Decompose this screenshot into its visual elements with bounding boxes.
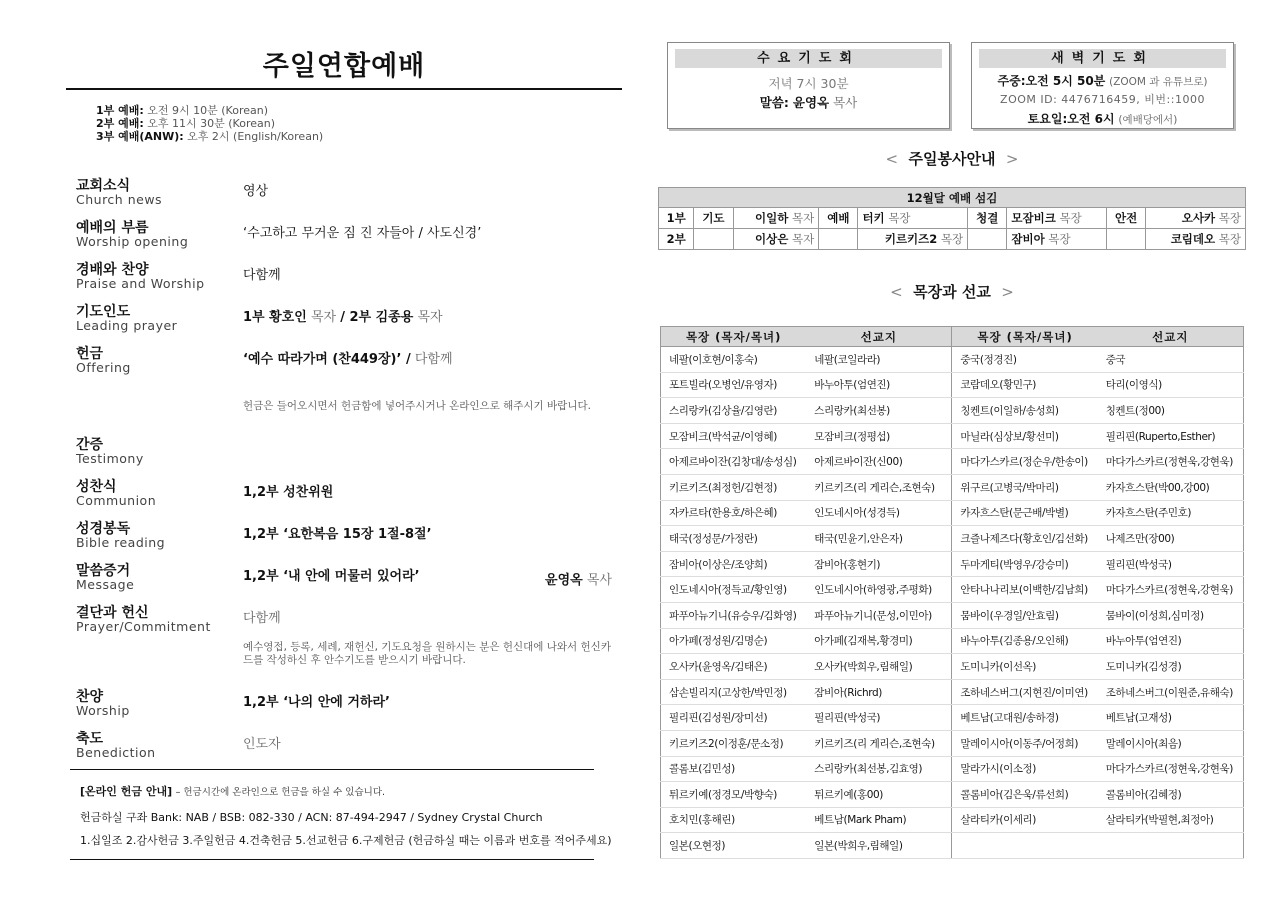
mission-section-title: < 목장과 선교 > (890, 283, 1014, 301)
dawn-prayer-box (971, 42, 1234, 129)
mission-row (661, 807, 1244, 833)
mission-row (661, 423, 1244, 449)
mission-table-header: 목장 (목자/목녀) 선교지 목장 (목자/목녀) 선교지 (661, 327, 1244, 347)
mission-field-cell: 바누아투(엄연진) (1098, 628, 1244, 654)
mokjang-cell: 마닐라(심상보/황선미) (952, 423, 1098, 449)
mokjang-cell: 아제르바이잔(김창대/송성심) (661, 449, 807, 475)
online-divider-top (70, 769, 594, 770)
mokjang-cell: 위구르(고병국/박마리) (952, 474, 1098, 500)
mission-field-cell: 나제즈만(장00) (1098, 526, 1244, 552)
mokjang-cell: 말레이시아(이동주/어정희) (952, 730, 1098, 756)
service-time-3: 3부 예배(ANW): 오후 2시 (English/Korean) (96, 130, 324, 143)
mission-row (661, 679, 1244, 705)
mokjang-cell: 콜롬비아(김은욱/류선희) (952, 782, 1098, 808)
mokjang-cell: 중국(정경진) (952, 347, 1098, 373)
mokjang-cell: 인도네시아(정득교/황인영) (661, 577, 807, 603)
mokjang-cell: 콜롬보(김민성) (661, 756, 807, 782)
mokjang-cell: 포트빌라(오병언/유영자) (661, 372, 807, 398)
mission-row (661, 500, 1244, 526)
mokjang-cell: 도미니카(이선옥) (952, 654, 1098, 680)
mission-field-cell: 베트남(Mark Pham) (806, 807, 952, 833)
serve-row-2: 2부 이상은 목자 키르키즈2 목장 잠비아 목장 코림데오 목장 (659, 229, 1246, 250)
mission-row (661, 628, 1244, 654)
mission-row (661, 526, 1244, 552)
mokjang-cell: 잠비아(이상은/조양희) (661, 551, 807, 577)
online-offering-heading: [온라인 헌금 안내] – 헌금시간에 온라인으로 헌금을 하실 수 있습니다. (80, 785, 386, 798)
mokjang-cell: 코람데오(황민구) (952, 372, 1098, 398)
mission-field-cell: 인도네시아(하영광,주평화) (806, 577, 952, 603)
online-divider-bottom (70, 859, 594, 860)
serve-table (658, 187, 1246, 250)
dawn-zoom: ZOOM ID: 4476716459, 비번::1000 (1000, 93, 1205, 106)
mokjang-cell: 마다가스카르(정순우/한송이) (952, 449, 1098, 475)
mission-field-cell: 키르키즈(리 게리슨,조현숙) (806, 730, 952, 756)
mokjang-cell: 바누아투(김종용/오인해) (952, 628, 1098, 654)
mokjang-cell: 파푸아뉴기니(유승우/김화영) (661, 602, 807, 628)
mission-field-cell (1098, 833, 1244, 859)
mokjang-cell: 네팔(이호현/이홍숙) (661, 347, 807, 373)
mission-row (661, 474, 1244, 500)
mission-field-cell: 태국(민윤기,안은자) (806, 526, 952, 552)
mission-row (661, 551, 1244, 577)
mission-field-cell: 필리핀(박성국) (806, 705, 952, 731)
mission-field-cell: 카자흐스탄(박00,강00) (1098, 474, 1244, 500)
dawn-saturday: 토요일:오전 6시 (예배당에서) (1027, 112, 1178, 126)
mission-field-cell: 말레이시아(최음) (1098, 730, 1244, 756)
mokjang-cell: 삼손빌리지(고상한/박민정) (661, 679, 807, 705)
mokjang-cell: 조하네스버그(지현진/이미연) (952, 679, 1098, 705)
online-account: 헌금하실 구좌 Bank: NAB / BSB: 082-330 / ACN: 87-494-2947 / Sydney Crystal Church (80, 811, 543, 824)
mission-row (661, 782, 1244, 808)
mission-field-cell: 콜롬비아(김혜정) (1098, 782, 1244, 808)
mission-field-cell: 살라티카(박필현,최정아) (1098, 807, 1244, 833)
mission-field-cell: 키르키즈(리 게리슨,조현숙) (806, 474, 952, 500)
mission-field-cell: 필리핀(박성국) (1098, 551, 1244, 577)
serve-row-1: 1부 기도 이일하 목자 예배 터키 목장 청결 모잠비크 목장 안전 오사카 목장 (659, 208, 1246, 229)
mission-field-cell: 카자흐스탄(주민호) (1098, 500, 1244, 526)
mission-table (660, 326, 1244, 859)
mission-row (661, 398, 1244, 424)
mokjang-cell: 태국(정성문/가정란) (661, 526, 807, 552)
mission-field-cell: 필리핀(Ruperto,Esther) (1098, 423, 1244, 449)
mission-row (661, 833, 1244, 859)
mission-row (661, 449, 1244, 475)
mokjang-cell: 뭄바이(우경일/안효림) (952, 602, 1098, 628)
mokjang-cell: 일본(오현정) (661, 833, 807, 859)
mission-field-cell: 아제르바이잔(신00) (806, 449, 952, 475)
mission-row (661, 577, 1244, 603)
mission-field-cell: 파푸아뉴기니(문성,이민아) (806, 602, 952, 628)
mokjang-cell: 자카르타(한용호/하은혜) (661, 500, 807, 526)
mission-row (661, 730, 1244, 756)
mission-row (661, 705, 1244, 731)
mission-field-cell: 오사카(박희우,림해일) (806, 654, 952, 680)
mission-row (661, 654, 1244, 680)
mission-field-cell: 일본(박희우,림해일) (806, 833, 952, 859)
mission-row (661, 347, 1244, 373)
wednesday-time: 저녁 7시 30분 (768, 76, 849, 91)
mission-field-cell: 조하네스버그(이원준,유해숙) (1098, 679, 1244, 705)
mokjang-cell: 크즐나제즈다(황호인/김선화) (952, 526, 1098, 552)
mokjang-cell: 칭켄트(이일하/송성희) (952, 398, 1098, 424)
service-times (96, 104, 323, 143)
wednesday-title: 수요기도회 (675, 49, 942, 68)
wednesday-speaker: 말씀: 윤영옥 목사 (759, 95, 858, 110)
dawn-weekday: 주중:오전 5시 50분 (ZOOM 과 유튜브로) (997, 74, 1208, 88)
mokjang-cell: 호치민(홍해린) (661, 807, 807, 833)
mission-field-cell: 마다가스카르(정현욱,강현욱) (1098, 577, 1244, 603)
mokjang-cell: 튀르키예(정경모/박향숙) (661, 782, 807, 808)
mission-field-cell: 베트남(고재성) (1098, 705, 1244, 731)
mission-field-cell: 스리랑카(최선봉) (806, 398, 952, 424)
mokjang-cell: 오사카(윤영옥/김태은) (661, 654, 807, 680)
mission-field-cell: 잠비아(홍현기) (806, 551, 952, 577)
preacher: 윤영옥 목사 (545, 573, 612, 588)
mission-field-cell: 스리랑카(최선봉,김효영) (806, 756, 952, 782)
mission-field-cell: 도미니카(김성경) (1098, 654, 1244, 680)
mission-field-cell: 인도네시아(성경득) (806, 500, 952, 526)
mission-field-cell: 마다가스카르(정현욱,강현욱) (1098, 449, 1244, 475)
mokjang-cell: 베트남(고대원/송하경) (952, 705, 1098, 731)
mission-field-cell: 칭켄트(정00) (1098, 398, 1244, 424)
mission-field-cell: 튀르키예(홍00) (806, 782, 952, 808)
mokjang-cell: 키르키즈2(이정훈/문소정) (661, 730, 807, 756)
mission-field-cell: 잠비아(Richrd) (806, 679, 952, 705)
offering-types: 1.십일조 2.감사헌금 3.주일헌금 4.건축헌금 5.선교헌금 6.구제헌금 (헌금하실 때는 이름과 번호를 적어주세요) (80, 834, 612, 847)
wednesday-prayer-box (667, 42, 950, 129)
bulletin-left-page: 주일연합예배 1부 예배: 오전 9시 10분 (Korean) 2부 예배: 오후 11시 30분 (Korean) 3부 예배(ANW): 오후 2시 (English/Korean) 교회소식 Church news 영상 예배의 부름 Worship opening ‘수고하고 무거운 짐 진 자들아 / 사도신경’ 경배와 찬양 Praise and Worship 다함께 기도인도 Leading prayer 1부 황호인 목자 / 2부 김종용 목자 헌금 Offering ‘예수 따라가며 (찬449장)’ / 다함께 헌금은 들어오시면서 헌금함에 넣어주시거나 온라인으로 해주시기 바랍니다. 간증 Testimony 성찬식 Communion 1,2부 성찬위원 성경봉독 Bible reading 1,2부 ‘요한복음 15장 1절-8절’ 말씀증거 Message 1,2부 ‘내 안에 머물러 있어라’ 윤영옥 목사 결단과 헌신 Prayer/Commitment 다함께 예수영접, 등록, 세례, 재헌신, 기도요청을 원하시는 분은 헌신대에 나와서 헌신카드를 작성하신 후 안수기도를 받으시기 바랍니다. 찬양 Worship 1,2부 ‘나의 안에 거하라’ 축도 Benediction 인도자 [온라인 헌금 안내] – 헌금시간에 온라인으로 헌금을 하실 수 있습니다. 헌금하실 구좌 Bank: NAB / BSB: 082-330 / ACN: 87-494-2947 / Sydney Crystal Church 1.십일조 2.감사헌금 3.주일헌금 4.건축헌금 5.선교헌금 6.구제헌금 (헌금하실 때는 이름과 번호를 적어주세요) (66, 0, 622, 905)
mission-row (661, 372, 1244, 398)
mission-field-cell: 마다가스카르(정현욱,강현욱) (1098, 756, 1244, 782)
mission-field-cell: 바누아투(엄연진) (806, 372, 952, 398)
mokjang-cell: 카자흐스탄(문근배/박별) (952, 500, 1098, 526)
mission-field-cell: 뭄바이(이성희,심미정) (1098, 602, 1244, 628)
mission-table-body (661, 347, 1244, 859)
service-time-1: 1부 예배: 오전 9시 10분 (Korean) (96, 104, 268, 117)
page-title: 주일연합예배 (262, 51, 426, 82)
mission-field-cell: 네팔(코일라라) (806, 347, 952, 373)
mission-row (661, 602, 1244, 628)
service-time-2: 2부 예배: 오후 11시 30분 (Korean) (96, 117, 275, 130)
dawn-title: 새벽기도회 (979, 49, 1226, 68)
mokjang-cell: 아가페(정성원/김명순) (661, 628, 807, 654)
mokjang-cell: 모잠비크(박석균/이영혜) (661, 423, 807, 449)
mokjang-cell (952, 833, 1098, 859)
mission-row (661, 756, 1244, 782)
mission-field-cell: 중국 (1098, 347, 1244, 373)
mission-field-cell: 모잠비크(정평섭) (806, 423, 952, 449)
mokjang-cell: 말라가시(이소정) (952, 756, 1098, 782)
serve-section-title: < 주일봉사안내 > (885, 150, 1019, 168)
mokjang-cell: 필리핀(김성원/장미선) (661, 705, 807, 731)
mokjang-cell: 두마게티(박영우/강승미) (952, 551, 1098, 577)
mokjang-cell: 안타나나리보(이백한/김남희) (952, 577, 1098, 603)
mission-field-cell: 아가페(김재복,황경미) (806, 628, 952, 654)
mission-field-cell: 타리(이영식) (1098, 372, 1244, 398)
serve-table-header: 12월달 예배 섬김 (659, 188, 1246, 208)
title-divider (66, 88, 622, 90)
mokjang-cell: 살라티카(이세리) (952, 807, 1098, 833)
mokjang-cell: 스리랑카(김상율/김영란) (661, 398, 807, 424)
mokjang-cell: 키르키즈(최정헌/김현정) (661, 474, 807, 500)
